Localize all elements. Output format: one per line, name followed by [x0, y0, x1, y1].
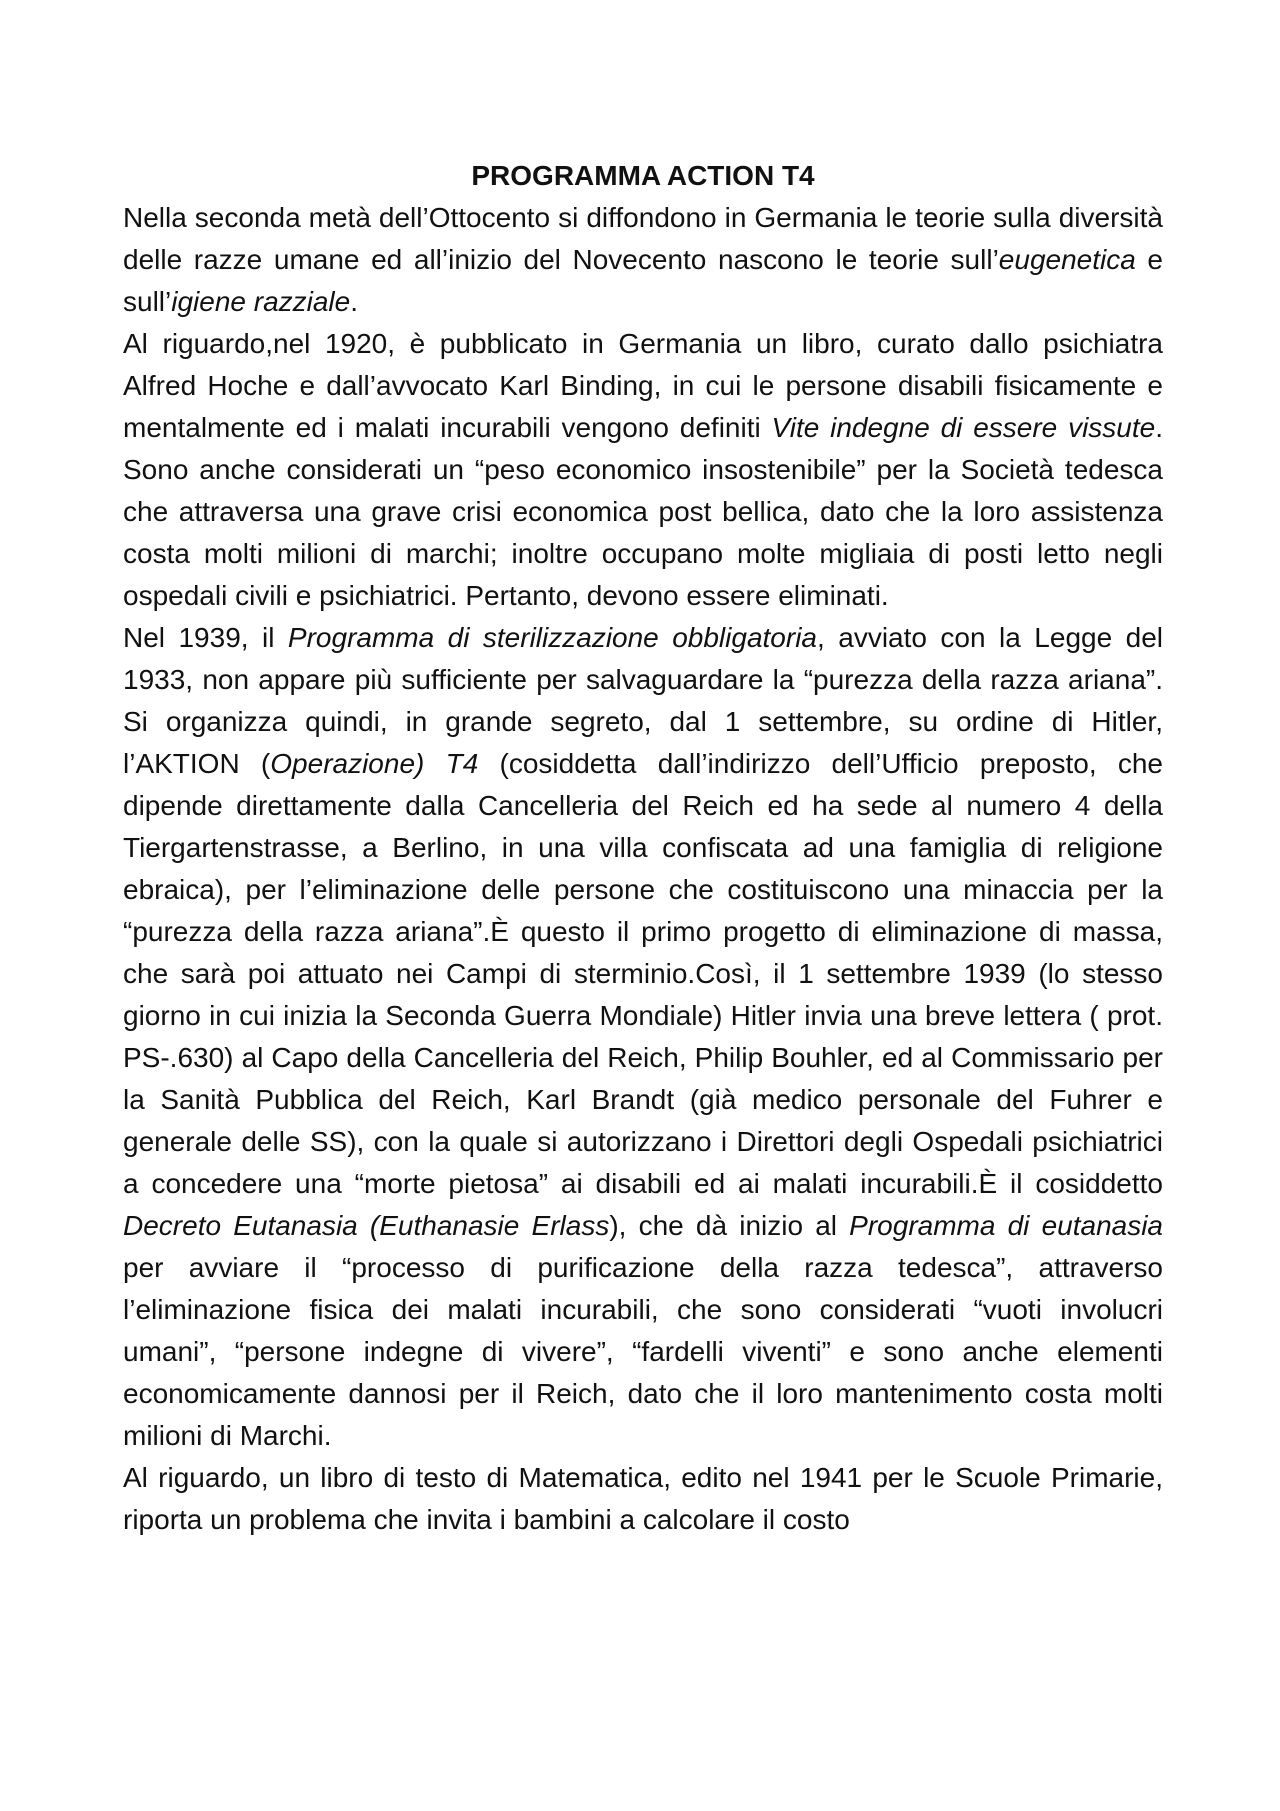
text-run-italic: eugenetica: [998, 244, 1136, 275]
paragraph-math-textbook: [123, 1457, 1163, 1541]
paragraph-eugenics-intro: [123, 197, 1163, 323]
document-title: PROGRAMMA ACTION T4: [471, 160, 815, 191]
text-run: Al riguardo, un libro di testo di Matematica, edito nel 1941 per le Scuole Primarie, riporta un problema che invita i bambini a calcolare il costo: [123, 1462, 1163, 1535]
paragraph-aktion-t4: [123, 617, 1163, 1457]
text-run: , avviato con la Legge del 1933, non appare più sufficiente per salvaguardare la “purezza della razza ariana”. Si organizza quindi, in grande segreto, dal 1 settembre, su ordine di Hitler, l’AKTION (: [123, 622, 1163, 779]
text-run: ), che dà inizio al: [609, 1210, 850, 1241]
text-run: Nel 1939, il: [123, 622, 288, 653]
paragraph-hoche-binding: [123, 323, 1163, 617]
text-run-italic: Programma di eutanasia: [849, 1210, 1163, 1241]
text-run: .: [350, 286, 359, 317]
text-run: per avviare il “processo di purificazione della razza tedesca”, attraverso l’eliminazione fisica dei malati incurabili, che sono considerati “vuoti involucri umani”, “persone indegne di vivere”, “fardelli viventi” e sono anche elementi economicamente dannosi per il Reich, dato che il loro mantenimento costa molti milioni di Marchi.: [123, 1252, 1163, 1451]
text-run-italic: Vite indegne di essere vissute: [771, 412, 1156, 443]
document-body: [123, 155, 1163, 1541]
text-run: (cosiddetta dall’indirizzo dell’Ufficio preposto, che dipende direttamente dalla Cancelleria del Reich ed ha sede al numero 4 della Tiergartenstrasse, a Berlino, in una villa confiscata ad una famiglia di religione ebraica), per l’eliminazione delle persone che costituiscono una minaccia per la “purezza della razza ariana”.È questo il primo progetto di eliminazione di massa, che sarà poi attuato nei Campi di sterminio.Così, il 1 settembre 1939 (lo stesso giorno in cui inizia la Seconda Guerra Mondiale) Hitler invia una breve lettera ( prot. PS-.630) al Capo della Cancelleria del Reich, Philip Bouhler, ed al Commissario per la Sanità Pubblica del Reich, Karl Brandt (già medico personale del Fuhrer e generale delle SS), con la quale si autorizzano i Direttori degli Ospedali psichiatrici a concedere una “morte pietosa” ai disabili ed ai malati incurabili.È il cosiddetto: [123, 748, 1164, 1199]
text-run-italic: Programma di sterilizzazione obbligatoria: [287, 622, 817, 653]
text-run-italic: Operazione) T4: [270, 748, 479, 779]
text-run-italic: Decreto Eutanasia (Euthanasie Erlass: [123, 1210, 610, 1241]
text-run-italic: igiene razziale: [171, 286, 351, 317]
text-run: Nella seconda metà dell’Ottocento si diffondono in Germania le teorie sulla diversità delle razze umane ed all’inizio del Novecento nascono le teorie sull’: [123, 202, 1163, 275]
text-run: Al riguardo,nel 1920, è pubblicato in Germania un libro, curato dallo psichiatra Alfred Hoche e dall’avvocato Karl Binding, in cui le persone disabili fisicamente e mentalmente ed i malati incurabili vengono definiti: [123, 328, 1163, 443]
text-run: . Sono anche considerati un “peso economico insostenibile” per la Società tedesca che attraversa una grave crisi economica post bellica, dato che la loro assistenza costa molti milioni di marchi; inoltre occupano molte migliaia di posti letto negli ospedali civili e psichiatrici. Pertanto, devono essere eliminati.: [123, 412, 1163, 611]
text-run: e sull’: [123, 244, 1164, 317]
